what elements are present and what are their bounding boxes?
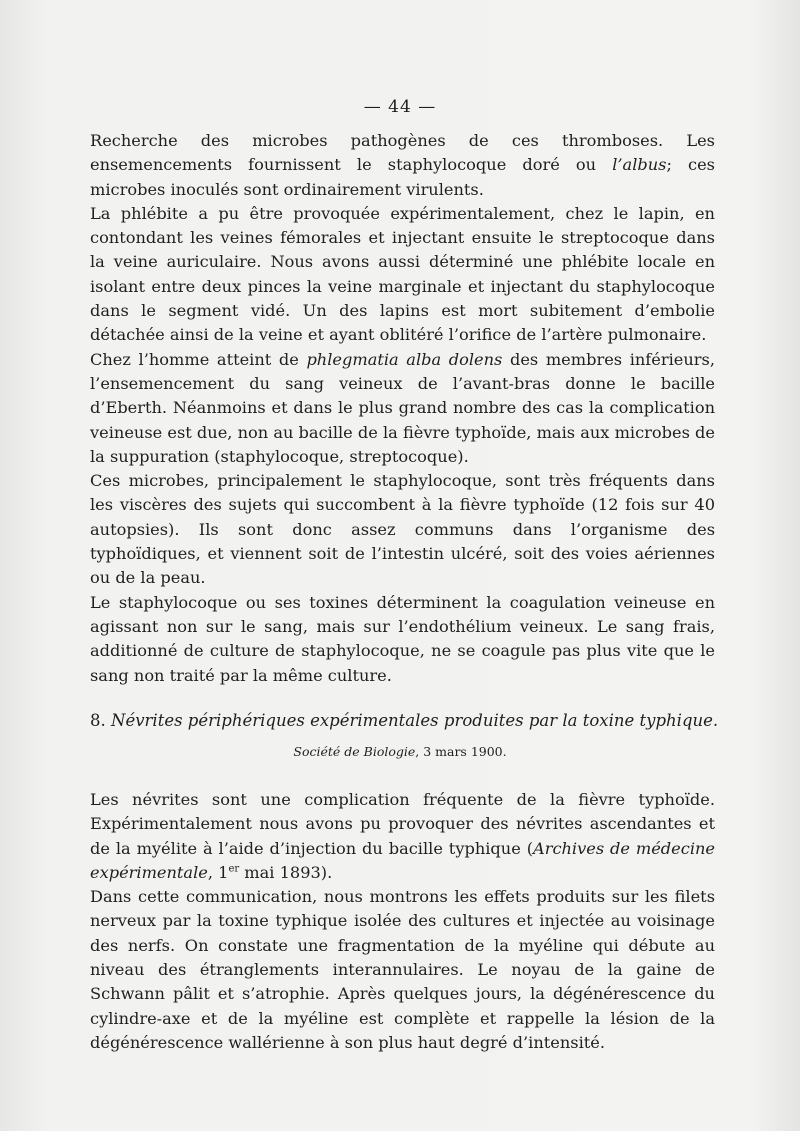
paragraph	[90, 788, 715, 885]
text-block-thromboses	[90, 129, 715, 688]
paragraph	[90, 129, 715, 202]
section-number: 8.	[90, 711, 111, 730]
paragraph: Ces microbes, principalement le staphylocoque, sont très fréquents dans les viscères des sujets qui succombent à la fièvre typhoïde (12 fois sur 40 autopsies). Ils sont donc assez communs dans l’organisme des typhoïdiques, et viennent soit de l’intestin ulcéré, soit des voies aériennes ou de la peau.	[90, 471, 715, 588]
source-date: , 3 mars 1900.	[415, 744, 507, 759]
paragraph-text: ; ces microbes inoculés sont ordinairement virulents.	[90, 155, 715, 199]
paragraph-text: mai 1893).	[239, 862, 333, 882]
paragraph-text: , 1	[207, 862, 229, 882]
source-society: Société de Biologie	[293, 744, 416, 759]
page-number: — 44 —	[363, 97, 437, 117]
paragraph: Dans cette communication, nous montrons les effets produits sur les filets nerveux par la toxine typhique isolée des cultures et injectée au voisinage des nerfs. On constate une fragmentation de la myéline qui débute au niveau des étranglements interannulaires. Le noyau de la gaine de Schwann pâlit et s’atrophie. Après quelques jours, la dégénérescence du cylindre-axe et de la myéline est complète et rappelle la lésion de la dégénérescence wallérienne à son plus haut degré d’intensité.	[90, 887, 715, 1052]
section-heading	[90, 709, 719, 733]
italic-term: l’albus	[612, 155, 667, 175]
section-source	[0, 744, 800, 760]
paragraph: Le staphylocoque ou ses toxines déterminent la coagulation veineuse en agissant non sur le sang, mais sur l’endothélium veineux. Le sang frais, additionné de culture de staphylocoque, ne se coagule pas plus vite que le sang non traité par la même culture.	[90, 592, 715, 685]
paragraph: La phlébite a pu être provoquée expérimentalement, chez le lapin, en contondant les veines fémorales et injectant ensuite le streptocoque dans la veine auriculaire. Nous avons aussi déterminé une phlébite locale en isolant entre deux pinces la veine marginale et injectant du staphylocoque dans le segment vidé. Un des lapins est mort subitement d’embolie détachée ainsi de la veine et ayant oblitéré l’orifice de l’artère pulmonaire.	[90, 203, 715, 345]
paragraph	[90, 348, 715, 469]
italic-term: phlegmatia alba dolens	[306, 349, 503, 369]
section-title: Névrites périphériques expérimentales produites par la toxine typhique.	[111, 711, 719, 730]
paragraph-text: des membres inférieurs, l’ensemencement du sang veineux de l’avant-bras donne le bacille d’Eberth. Néanmoins et dans le plus grand nombre des cas la complication veineuse est due, non au bacille de la fièvre typhoïde, mais aux microbes de la suppuration (staphylocoque, streptocoque).	[90, 349, 715, 466]
superscript: er	[228, 863, 240, 875]
paragraph-text: Recherche des microbes pathogènes de ces thromboses. Les ensemencements fournissent le staphylocoque doré ou	[90, 131, 715, 175]
paragraph-text: Les névrites sont une complication fréquente de la fièvre typhoïde. Expérimentalement nous avons pu provoquer des névrites ascendantes et de la myélite à l’aide d’injection du bacille typhique (	[90, 790, 715, 858]
text-block-nevrites	[90, 788, 715, 1055]
italic-citation: Archives de médecine expérimentale	[90, 838, 715, 882]
paragraph-text: Chez l’homme atteint de	[90, 349, 307, 369]
